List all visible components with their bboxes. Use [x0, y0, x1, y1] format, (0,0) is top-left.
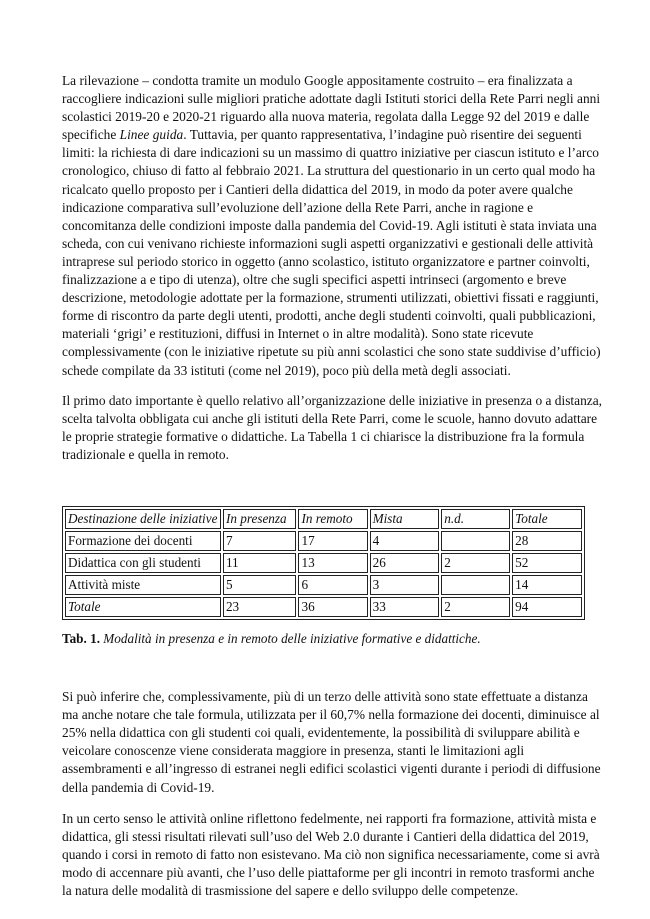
paragraph-text: . Tuttavia, per quanto rappresentativa, l’indagine può risentire dei seguenti limiti: la richiesta di dare indicazioni su un massimo di quattro iniziative per ciascun istituto e l’arco cronologico, chiuso di fatto al febbraio 2021. La struttura del questionario in un certo qual modo ha ricalcato quello proposto per i Cantieri della didattica del 2019, in modo da poter avere qualche indicazione comparativa sull’evoluzione dell’azione della Rete Parri, anche in ragione e concomitanza delle condizioni imposte dalla pandemia del Covid-19. Agli istituti è stata inviata una scheda, con cui venivano richieste informazioni sugli aspetti organizzativi e gestionali delle attività intraprese sul periodo storico in oggetto (anno scolastico, istituto organizzatore e partner coinvolti, finalizzazione a e tipo di utenza), oltre che sugli specifici aspetti intrinseci (argomento e breve descrizione, metodologie adottate per la formazione, strumenti utilizzati, obiettivi fissati e raggiunti, forme di riscontro da parte degli utenti, prodotti, anche degli studenti coinvolti, quali pubblicazioni, materiali ‘grigi’ e restituzioni, diffusi in Internet o in altre modalità). Sono state ricevute complessivamente (con le iniziative ripetute su più anni scolastici che sono state suddivise d’ufficio) schede compilate da 33 istituti (come nel 2019), poco più della metà degli associati. [62, 127, 601, 378]
table-caption [62, 630, 602, 648]
table-cell: 11 [223, 553, 297, 573]
table-cell: 2 [441, 553, 510, 573]
header-cell: In presenza [223, 509, 297, 529]
table-cell: 6 [298, 575, 367, 595]
table-cell: 23 [223, 597, 297, 617]
table-cell: 36 [298, 597, 367, 617]
table-cell: 94 [512, 597, 582, 617]
table-header-row [65, 509, 582, 529]
paragraph-online-activities: In un certo senso le attività online riflettono fedelmente, nei rapporti fra formazione, attività mista e didattica, gli stessi risultati rilevati sull’uso del Web 2.0 durante i Cantieri della didattica del 2019, quando i corsi in remoto di fatto non esistevano. Ma ciò non significa necessariamente, come si avrà modo di accennare più avanti, che l’uso delle piattaforme per gli incontri in remoto trasformi anche la natura delle modalità di trasmissione del sapere e dello sviluppo delle competenze. [62, 810, 600, 898]
header-cell: Totale [512, 509, 582, 529]
data-table [62, 506, 585, 620]
table-cell: 13 [298, 553, 367, 573]
table-cell: 17 [298, 531, 367, 551]
table-cell: 52 [512, 553, 582, 573]
table-cell: Didattica con gli studenti [65, 553, 221, 573]
table-cell: 14 [512, 575, 582, 595]
table-cell: 26 [370, 553, 440, 573]
table-cell: 3 [370, 575, 440, 595]
table-cell: 2 [441, 597, 510, 617]
table-cell: Formazione dei docenti [65, 531, 221, 551]
document-page [62, 72, 602, 900]
table-cell: Attività miste [65, 575, 221, 595]
table-row [65, 531, 582, 551]
table-cell: 7 [223, 531, 297, 551]
table-cell: 5 [223, 575, 297, 595]
table-row [65, 553, 582, 573]
table-cell: 33 [370, 597, 440, 617]
header-cell: Destinazione delle iniziative [65, 509, 221, 529]
table-total-row [65, 597, 582, 617]
table-row [65, 575, 582, 595]
header-cell: In remoto [298, 509, 367, 529]
caption-label: Tab. 1. [62, 630, 100, 646]
paragraph-methodology [62, 72, 602, 380]
paragraph-inference: Si può inferire che, complessivamente, più di un terzo delle attività sono state effettuate a distanza ma anche notare che tale formula, utilizzata per il 60,7% nella formazione dei docenti, diminuisce al 25% nella didattica con gli studenti coi quali, evidentemente, la possibilità di sviluppare abilità e veicolare conoscenze viene considerata maggiore in presenza, stanti le limitazioni agli assembramenti e all’ingresso di estranei negli edifici scolastici vigenti durante i periodi di diffusione della pandemia di Covid-19. [62, 689, 601, 795]
header-cell: n.d. [441, 509, 510, 529]
table-cell [441, 531, 510, 551]
caption-text: Modalità in presenza e in remoto delle iniziative formative e didattiche. [100, 630, 481, 646]
table-cell [441, 575, 510, 595]
header-cell: Mista [370, 509, 440, 529]
table-cell: 4 [370, 531, 440, 551]
table-cell: Totale [65, 597, 221, 617]
paragraph-first-data: Il primo dato importante è quello relativo all’organizzazione delle iniziative in presenza o a distanza, scelta talvolta obbligata cui anche gli istituti della Rete Parri, come le scuole, hanno dovuto adattare le proprie strategie formative o didattiche. La Tabella 1 ci chiarisce la distribuzione fra la formula tradizionale e quella in remoto. [62, 392, 602, 462]
emphasis-linee-guida: Linee guida [119, 127, 184, 143]
table-cell: 28 [512, 531, 582, 551]
paragraph-text: La rilevazione – condotta tramite un modulo Google appositamente costruito – era finalizzata a raccogliere indicazioni sulle migliori pratiche adottate dagli Istituti storici della Rete Parri negli anni scolastici 2019-20 e 2020-21 riguardo alla nuova materia, regolata dalla Legge 92 del 2019 e dalle specifiche [62, 73, 601, 143]
